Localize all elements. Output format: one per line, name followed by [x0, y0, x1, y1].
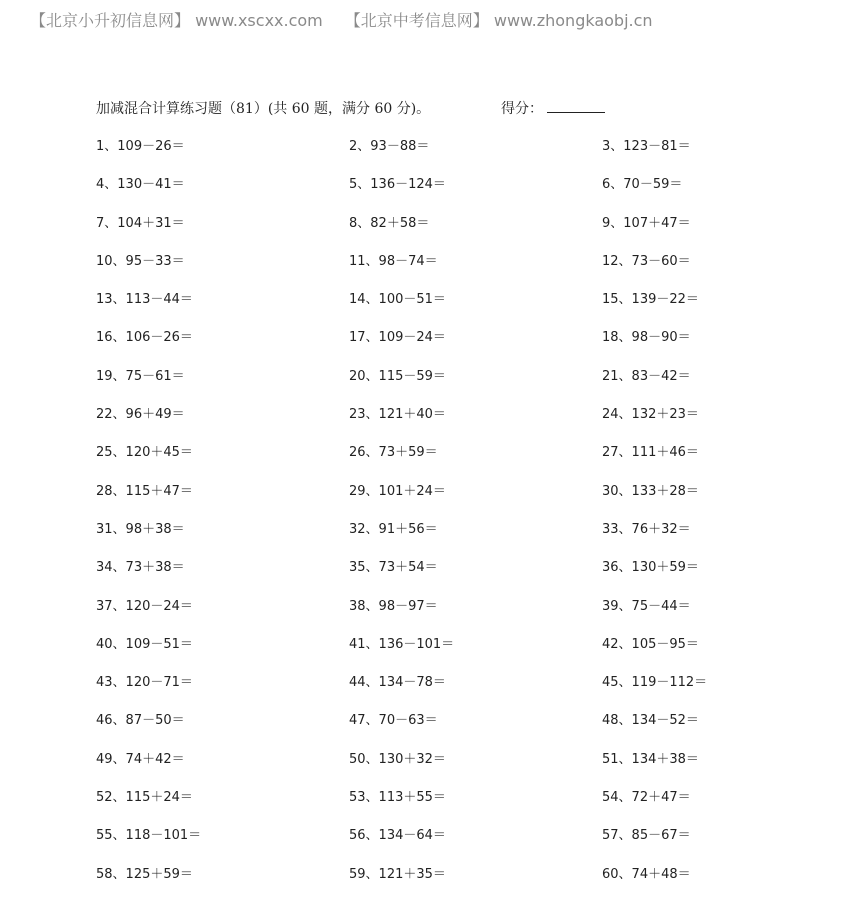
problem-item: 18、98－90＝: [602, 330, 691, 346]
problem-item: 26、73＋59＝: [349, 445, 438, 461]
problem-item: 35、73＋54＝: [349, 560, 438, 576]
problem-item: 32、91＋56＝: [349, 521, 438, 537]
problem-item: 48、134－52＝: [602, 713, 699, 729]
problem-item: 57、85－67＝: [602, 828, 691, 844]
problem-item: 14、100－51＝: [349, 292, 446, 308]
problem-item: 40、109－51＝: [96, 636, 193, 652]
problem-item: 19、75－61＝: [96, 368, 185, 384]
problem-item: 49、74＋42＝: [96, 751, 185, 767]
worksheet-title: 加减混合计算练习题（81）(共 60 题，满分 60 分)。: [96, 101, 431, 117]
problem-item: 37、120－24＝: [96, 598, 193, 614]
problem-item: 15、139－22＝: [602, 292, 699, 308]
problem-item: 43、120－71＝: [96, 675, 193, 691]
problem-item: 59、121＋35＝: [349, 866, 446, 882]
problem-item: 1、109－26＝: [96, 139, 185, 154]
problem-item: 3、123－81＝: [602, 139, 691, 154]
problem-item: 42、105－95＝: [602, 636, 699, 652]
problem-item: 51、134＋38＝: [602, 751, 699, 767]
problem-item: 56、134－64＝: [349, 828, 446, 844]
problem-item: 8、82＋58＝: [349, 215, 430, 231]
problem-item: 30、133＋28＝: [602, 483, 699, 499]
header-site-zhongkao: 【北京中考信息网】 www.zhongkaobj.cn: [344, 11, 653, 30]
problem-item: 13、113－44＝: [96, 292, 193, 308]
problem-item: 23、121＋40＝: [349, 407, 446, 423]
score-label: 得分：: [501, 101, 543, 117]
problem-grid: [96, 137, 802, 903]
problem-item: 52、115＋24＝: [96, 790, 193, 806]
problem-item: 39、75－44＝: [602, 598, 691, 614]
problem-item: 17、109－24＝: [349, 330, 446, 346]
problem-item: 41、136－101＝: [349, 636, 455, 652]
problem-item: 5、136－124＝: [349, 177, 446, 193]
problem-item: 9、107＋47＝: [602, 215, 691, 231]
problem-item: 21、83－42＝: [602, 368, 691, 384]
problem-item: 6、70－59＝: [602, 177, 683, 193]
problem-item: 11、98－74＝: [349, 253, 438, 269]
problem-item: 2、93－88＝: [349, 139, 430, 154]
problem-item: 47、70－63＝: [349, 713, 438, 729]
score-field: [501, 98, 605, 118]
problem-item: 54、72＋47＝: [602, 790, 691, 806]
problem-item: 50、130＋32＝: [349, 751, 446, 767]
problem-item: 53、113＋55＝: [349, 790, 446, 806]
problem-item: 55、118－101＝: [96, 828, 202, 844]
problem-item: 12、73－60＝: [602, 253, 691, 269]
problem-item: 28、115＋47＝: [96, 483, 193, 499]
problem-item: 34、73＋38＝: [96, 560, 185, 576]
problem-item: 33、76＋32＝: [602, 521, 691, 537]
problem-item: 46、87－50＝: [96, 713, 185, 729]
problem-item: 31、98＋38＝: [96, 521, 185, 537]
problem-item: 44、134－78＝: [349, 675, 446, 691]
problem-item: 20、115－59＝: [349, 368, 446, 384]
problem-item: 16、106－26＝: [96, 330, 193, 346]
problem-item: 22、96＋49＝: [96, 407, 185, 423]
problem-item: 60、74＋48＝: [602, 866, 691, 882]
problem-item: 58、125＋59＝: [96, 866, 193, 882]
problem-item: 25、120＋45＝: [96, 445, 193, 461]
problem-item: 36、130＋59＝: [602, 560, 699, 576]
problem-item: 27、111＋46＝: [602, 445, 699, 461]
problem-item: 45、119－112＝: [602, 675, 708, 691]
problem-item: 29、101＋24＝: [349, 483, 446, 499]
problem-item: 24、132＋23＝: [602, 407, 699, 423]
score-blank-line: [547, 99, 605, 113]
header-site-xscxx: 【北京小升初信息网】 www.xscxx.com: [30, 11, 323, 30]
problem-item: 7、104＋31＝: [96, 215, 185, 231]
problem-item: 10、95－33＝: [96, 253, 185, 269]
page-header: [30, 8, 653, 31]
problem-item: 4、130－41＝: [96, 177, 185, 193]
problem-item: 38、98－97＝: [349, 598, 438, 614]
worksheet-title-row: [96, 98, 716, 118]
